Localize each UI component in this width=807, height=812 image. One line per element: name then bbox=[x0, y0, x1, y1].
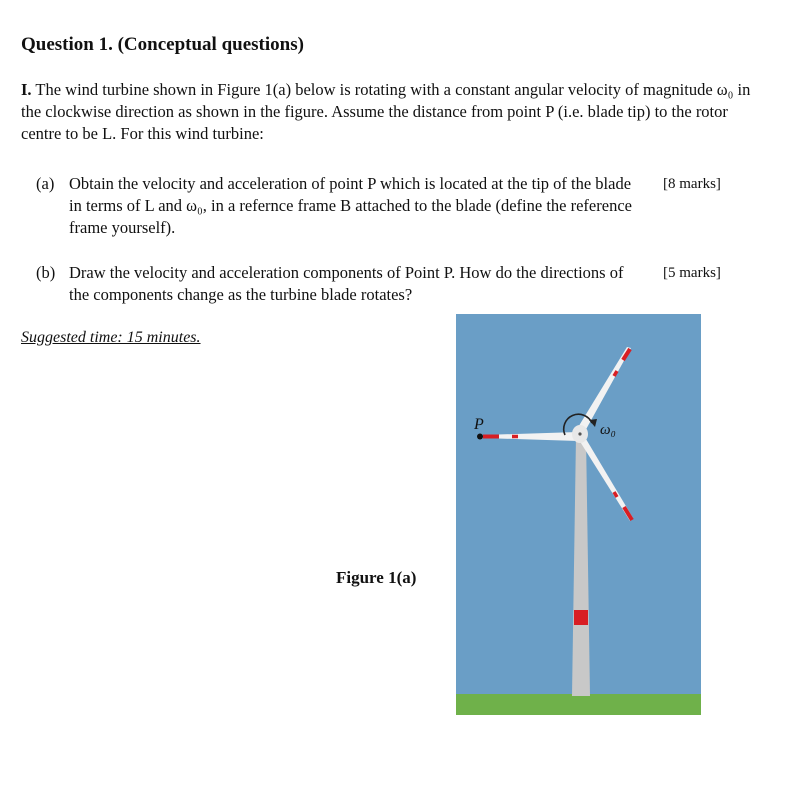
part-a-marks: [8 marks] bbox=[663, 176, 721, 192]
figure-caption: Figure 1(a) bbox=[336, 568, 417, 587]
question-intro bbox=[21, 79, 751, 145]
suggested-time: Suggested time: 15 minutes. bbox=[21, 329, 201, 346]
omega-label: ω₀ bbox=[600, 422, 616, 438]
part-a-text: Obtain the velocity and acceleration of point P which is located at the tip of the blade in terms of L and ω₀, in a refernce frame B attached to the blade (define the reference frame yourself). bbox=[69, 174, 632, 237]
intro-number: I. bbox=[21, 80, 32, 99]
part-b-label: (b) bbox=[36, 263, 56, 282]
part-b bbox=[36, 262, 756, 306]
question-title: Question 1. (Conceptual questions) bbox=[21, 34, 304, 55]
rotor-centre-dot bbox=[578, 432, 581, 435]
point-p-marker bbox=[477, 434, 483, 440]
part-a-label: (a) bbox=[36, 174, 55, 193]
part-b-marks: [5 marks] bbox=[663, 265, 721, 281]
intro-text: The wind turbine shown in Figure 1(a) below is rotating with a constant angular velocity of magnitude ω₀ in the clockwise direction as shown in the figure. Assume the distance from point P (i.e. blade tip) to the rotor centre to be L. For this wind turbine: bbox=[21, 80, 751, 143]
part-a bbox=[36, 173, 756, 239]
point-p-label: P bbox=[474, 416, 484, 433]
wind-turbine-figure bbox=[456, 314, 701, 715]
part-b-text: Draw the velocity and acceleration components of Point P. How do the directions of the components change as the turbine blade rotates? bbox=[69, 263, 624, 304]
ground-strip bbox=[456, 694, 701, 715]
tower-red-band bbox=[574, 610, 588, 625]
